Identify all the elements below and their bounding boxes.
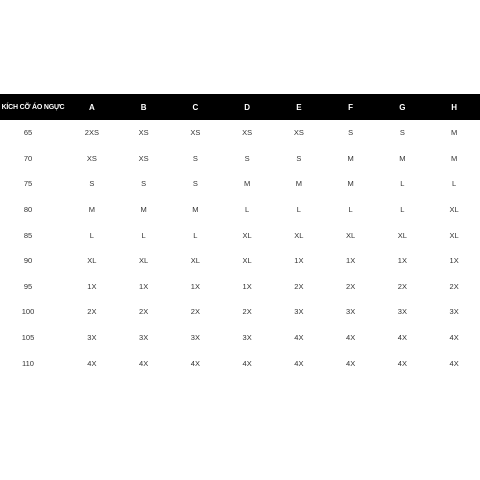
size-cell: XL — [190, 256, 200, 266]
size-cell: 1X — [346, 256, 356, 266]
size-cell: XS — [242, 128, 253, 138]
size-cell: M — [347, 179, 354, 189]
band-size-cell: 80 — [23, 205, 33, 215]
size-cell: S — [296, 153, 302, 163]
size-cell: L — [348, 205, 353, 215]
size-cell: M — [295, 179, 302, 189]
band-size-cell: 75 — [23, 179, 33, 189]
size-cell: 3X — [139, 333, 149, 343]
size-cell: 1X — [397, 256, 407, 266]
size-cell: 2X — [294, 281, 304, 291]
size-cell: 3X — [449, 307, 459, 317]
size-cell: L — [400, 205, 405, 215]
size-cell: 3X — [346, 307, 356, 317]
size-cell: 2X — [139, 307, 149, 317]
header-cup-f: F — [348, 102, 354, 112]
size-cell: 1X — [139, 281, 149, 291]
table-row — [0, 325, 480, 351]
band-size-cell: 70 — [23, 153, 33, 163]
size-cell: XL — [397, 230, 407, 240]
band-size-cell: 105 — [21, 333, 35, 343]
size-cell: M — [451, 128, 458, 138]
size-cell: XL — [449, 205, 459, 215]
size-cell: 4X — [346, 358, 356, 368]
size-cell: 2X — [190, 307, 200, 317]
size-cell: 1X — [87, 281, 97, 291]
header-cup-g: G — [399, 102, 406, 112]
size-cell: 4X — [242, 358, 252, 368]
size-cell: XL — [449, 230, 459, 240]
size-cell: 4X — [449, 333, 459, 343]
header-cup-d: D — [244, 102, 251, 112]
size-cell: M — [88, 205, 95, 215]
size-cell: XS — [138, 153, 149, 163]
size-cell: S — [192, 153, 198, 163]
size-cell: 4X — [139, 358, 149, 368]
size-cell: 2X — [397, 281, 407, 291]
size-cell: 3X — [397, 307, 407, 317]
size-cell: 2X — [242, 307, 252, 317]
size-cell: 4X — [397, 358, 407, 368]
size-cell: M — [399, 153, 406, 163]
table-body — [0, 120, 480, 376]
header-cup-e: E — [296, 102, 302, 112]
size-cell: XS — [190, 128, 201, 138]
header-cup-c: C — [192, 102, 199, 112]
bra-size-table — [0, 94, 480, 376]
table-row — [0, 350, 480, 376]
band-size-cell: 95 — [23, 281, 33, 291]
size-cell: 3X — [242, 333, 252, 343]
size-cell: L — [296, 205, 301, 215]
band-size-cell: 110 — [22, 358, 34, 368]
header-cup-a: A — [88, 102, 95, 112]
table-row — [0, 171, 480, 197]
size-cell: XS — [138, 128, 149, 138]
size-cell: L — [89, 230, 94, 240]
size-cell: M — [192, 205, 199, 215]
size-cell: 1X — [294, 256, 304, 266]
size-cell: 2X — [87, 307, 97, 317]
size-cell: 4X — [190, 358, 200, 368]
size-cell: 2X — [346, 281, 356, 291]
header-bra-size: KÍCH CỠ ÁO NGỰC — [1, 103, 65, 111]
size-cell: 2X — [449, 281, 459, 291]
size-cell: XL — [242, 256, 252, 266]
band-size-cell: 100 — [21, 307, 35, 317]
size-cell: L — [452, 179, 457, 189]
size-cell: M — [451, 153, 458, 163]
size-cell: 4X — [346, 333, 356, 343]
table-row — [0, 197, 480, 223]
size-cell: M — [140, 205, 147, 215]
table-row — [0, 248, 480, 274]
size-cell: XL — [87, 256, 97, 266]
size-cell: 3X — [87, 333, 97, 343]
size-cell: S — [89, 179, 95, 189]
size-cell: 4X — [397, 333, 407, 343]
size-cell: XS — [86, 153, 97, 163]
size-cell: 2XS — [84, 128, 99, 138]
band-size-cell: 85 — [23, 230, 33, 240]
size-cell: L — [141, 230, 146, 240]
band-size-cell: 65 — [23, 128, 33, 138]
table-row — [0, 146, 480, 172]
header-cup-h: H — [451, 102, 458, 112]
size-cell: 3X — [294, 307, 304, 317]
table-header-row — [0, 94, 480, 120]
size-cell: S — [399, 128, 405, 138]
size-cell: 4X — [449, 358, 459, 368]
size-cell: XL — [346, 230, 356, 240]
size-cell: XL — [139, 256, 149, 266]
band-size-cell: 90 — [23, 256, 33, 266]
size-cell: XS — [293, 128, 304, 138]
size-cell: S — [348, 128, 354, 138]
size-cell: L — [193, 230, 198, 240]
size-cell: 4X — [87, 358, 97, 368]
header-cup-b: B — [140, 102, 147, 112]
table-row — [0, 274, 480, 300]
size-cell: XL — [294, 230, 304, 240]
table-row — [0, 120, 480, 146]
size-cell: S — [192, 179, 198, 189]
size-cell: 3X — [190, 333, 200, 343]
size-cell: M — [347, 153, 354, 163]
table-row — [0, 299, 480, 325]
size-cell: S — [244, 153, 250, 163]
size-cell: 1X — [449, 256, 459, 266]
size-cell: XL — [242, 230, 252, 240]
table-row — [0, 222, 480, 248]
size-cell: L — [400, 179, 405, 189]
size-cell: M — [244, 179, 251, 189]
size-cell: 1X — [242, 281, 252, 291]
size-cell: 4X — [294, 333, 304, 343]
size-cell: S — [141, 179, 147, 189]
size-cell: 1X — [190, 281, 200, 291]
size-cell: L — [245, 205, 250, 215]
size-cell: 4X — [294, 358, 304, 368]
